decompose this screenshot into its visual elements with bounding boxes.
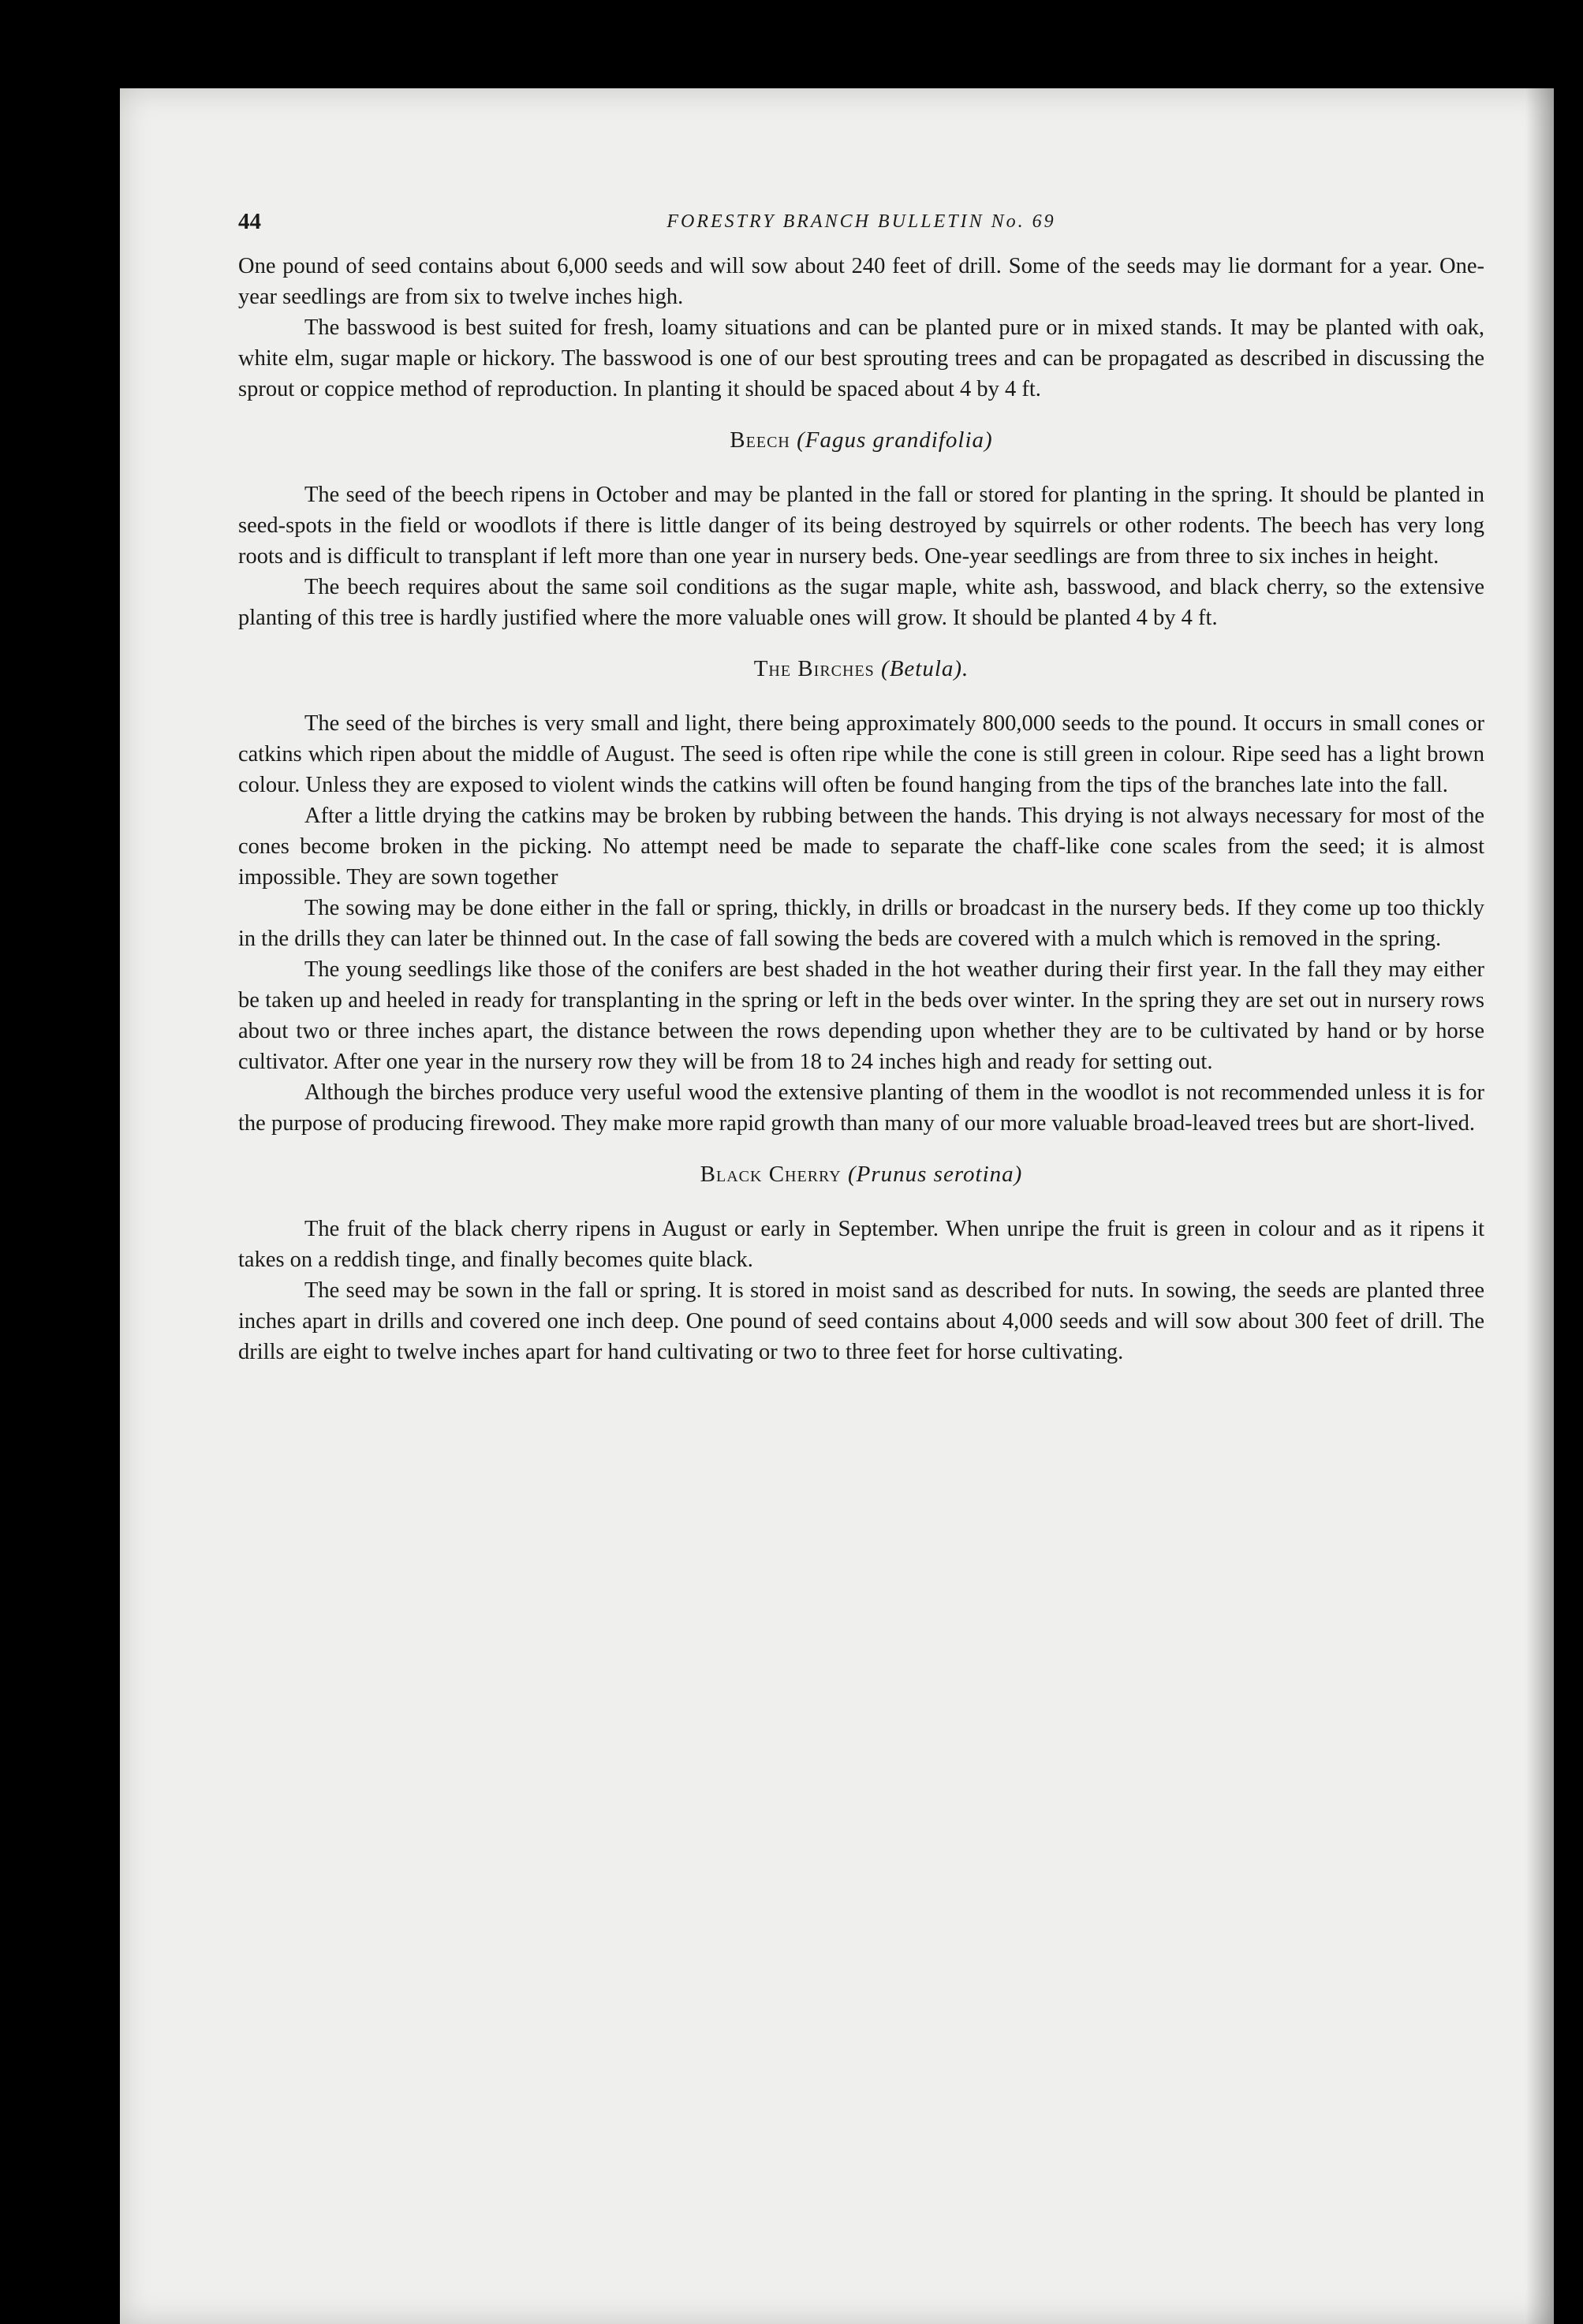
section-heading-birches [238,654,1484,685]
beech-paragraph: The seed of the beech ripens in October and may be planted in the fall or stored for planting in the spring. It should be planted in seed-spots in the field or woodlots if there is little danger of its being destroyed by squirrels or other rodents. The beech has very long roots and is difficult to transplant if left more than one year in nursery beds. One-year seedlings are from three to six inches in height. [238,483,1484,569]
basswood-paragraph: The basswood is best suited for fresh, loamy situations and can be planted pure or in mixed stands. It may be planted with oak, white elm, sugar maple or hickory. The basswood is one of our best sprouting trees and can be propagated as described in discussing the sprout or coppice method of reproduction. In planting it should be spaced about 4 by 4 ft. [238,315,1484,401]
section-heading-beech [238,425,1484,456]
page-text [238,207,1484,1367]
section-latin-name: (Prunus serotina) [847,1162,1023,1187]
beech-paragraph: The beech requires about the same soil conditions as the sugar maple, white ash, basswood, and black cherry, so the extensive planting of this tree is hardly justified where the more valuable ones will grow. It should be planted 4 by 4 ft. [238,575,1484,630]
section-heading-black-cherry [238,1159,1484,1190]
page-number: 44 [238,209,261,234]
page-edge-shadow [1525,88,1554,2324]
section-common-name: Beech [730,427,790,453]
birches-paragraph: After a little drying the catkins may be broken by rubbing between the hands. This drying is not always necessary for most of the cones become broken in the picking. No attempt need be made to separate the chaff-like cone scales from the seed; it is almost impossible. They are sown together [238,804,1484,890]
section-common-name: The Birches [753,656,875,681]
section-latin-name: (Betula). [881,656,969,681]
black-cherry-paragraph: The seed may be sown in the fall or spring. It is stored in moist sand as described for nuts. In sowing, the seeds are planted three inches apart in drills and covered one inch deep. One pound of seed contains about 4,000 seeds and will sow about 300 feet of drill. The drills are eight to twelve inches apart for hand cultivating or two to three feet for horse cultivating. [238,1278,1484,1364]
birches-paragraph: Although the birches produce very useful wood the extensive planting of them in the woodlot is not recommended unless it is for the purpose of producing firewood. They make more rapid growth than many of our more valuable broad-leaved trees but are short-lived. [238,1080,1484,1136]
birches-paragraph: The young seedlings like those of the conifers are best shaded in the hot weather during their first year. In the fall they may either be taken up and heeled in ready for transplanting in the spring or left in the beds over winter. In the spring they are set out in nursery rows about two or three inches apart, the distance between the rows depending upon whether they are to be cultivated by hand or by horse cultivator. After one year in the nursery row they will be from 18 to 24 inches high and ready for setting out. [238,957,1484,1074]
bulletin-title: FORESTRY BRANCH BULLETIN No. 69 [666,211,1056,232]
black-cherry-paragraph: The fruit of the black cherry ripens in August or early in September. When unripe the fruit is green in colour and as it ripens it takes on a reddish tinge, and finally becomes quite black. [238,1217,1484,1272]
birches-paragraph: The sowing may be done either in the fall or spring, thickly, in drills or broadcast in the nursery beds. If they come up too thickly in the drills they can later be thinned out. In the case of fall sowing the beds are covered with a mulch which is removed in the spring. [238,896,1484,951]
section-latin-name: (Fagus grandifolia) [797,427,993,453]
running-head [238,207,1484,246]
section-common-name: Black Cherry [700,1162,842,1187]
scanned-page [120,88,1554,2324]
birches-paragraph: The seed of the birches is very small and light, there being approximately 800,000 seeds to the pound. It occurs in small cones or catkins which ripen about the middle of August. The seed is often ripe while the cone is still green in colour. Ripe seed has a light brown colour. Unless they are exposed to violent winds the catkins will often be found hanging from the tips of the branches late into the fall. [238,711,1484,797]
basswood-paragraph: One pound of seed contains about 6,000 seeds and will sow about 240 feet of drill. Some of the seeds may lie dormant for a year. One-year seedlings are from six to twelve inches high. [238,254,1484,309]
